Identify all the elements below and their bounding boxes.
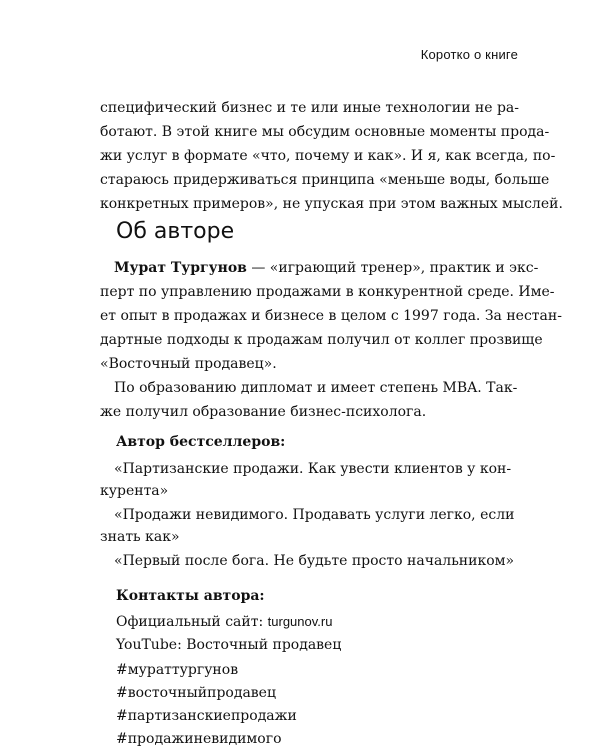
page-content xyxy=(100,96,563,747)
site-label: Официальный сайт: xyxy=(116,614,268,630)
bio-first-line xyxy=(100,256,539,280)
bio-paragraph-1 xyxy=(100,256,562,376)
bestsellers-list xyxy=(100,458,515,572)
contact-site xyxy=(100,610,500,634)
bio-line: «Восточный продавец». xyxy=(100,356,277,372)
bio-paragraph-2 xyxy=(100,376,518,424)
bio-line: По образованию дипломат и имеет степень MBA. Так- xyxy=(114,380,518,396)
intro-line: стараюсь придерживаться принципа «меньше воды, больше xyxy=(100,172,550,188)
book-title-line: знать как» xyxy=(100,529,180,545)
book-title-line: «Продажи невидимого. Продавать услуги легко, если xyxy=(114,507,515,523)
author-bio xyxy=(100,256,562,751)
book-item xyxy=(100,504,515,548)
bio-first-line-rest: — «играющий тренер», практик и экс- xyxy=(246,260,539,276)
author-name: Мурат Тургунов xyxy=(114,260,247,276)
bio-line: дартные подходы к продажам получил от коллег прозвище xyxy=(100,332,543,348)
intro-paragraph xyxy=(100,96,563,216)
bestsellers-heading: Автор бестселлеров: xyxy=(116,434,286,450)
intro-line: ботают. В этой книге мы обсудим основные моменты прода- xyxy=(100,124,550,140)
intro-line: специфический бизнес и те или иные технологии не ра- xyxy=(100,100,519,116)
contact-youtube: YouTube: Восточный продавец xyxy=(116,637,342,653)
hashtag: #восточныйпродавец xyxy=(116,685,276,701)
book-title-line: «Партизанские продажи. Как увести клиентов у кон- xyxy=(114,461,512,477)
book-item xyxy=(100,458,512,502)
running-head: Коротко о книге xyxy=(420,47,518,62)
site-link[interactable]: turgunov.ru xyxy=(267,614,333,629)
section-heading: Об авторе xyxy=(116,219,235,244)
hashtag: #продажиневидимого xyxy=(116,731,282,747)
contacts-heading: Контакты автора: xyxy=(116,588,265,604)
bio-line: перт по управлению продажами в конкурентной среде. Име- xyxy=(100,284,555,300)
book-title-line: «Первый после бога. Не будьте просто начальником» xyxy=(114,553,515,569)
hashtag: #партизанскиепродажи xyxy=(116,708,297,724)
book-title-line: курента» xyxy=(100,483,169,499)
intro-line: конкретных примеров», не упуская при этом важных мыслей. xyxy=(100,196,563,212)
intro-line: жи услуг в формате «что, почему и как». И я, как всегда, по- xyxy=(100,148,556,164)
bio-line: же получил образование бизнес-психолога. xyxy=(100,404,427,420)
contacts-list xyxy=(100,610,500,657)
hashtag-list xyxy=(100,659,500,751)
book-item xyxy=(100,550,515,572)
bio-line: ет опыт в продажах и бизнесе в целом с 1997 года. За нестан- xyxy=(100,308,562,324)
hashtag: #мураттургунов xyxy=(116,662,239,678)
